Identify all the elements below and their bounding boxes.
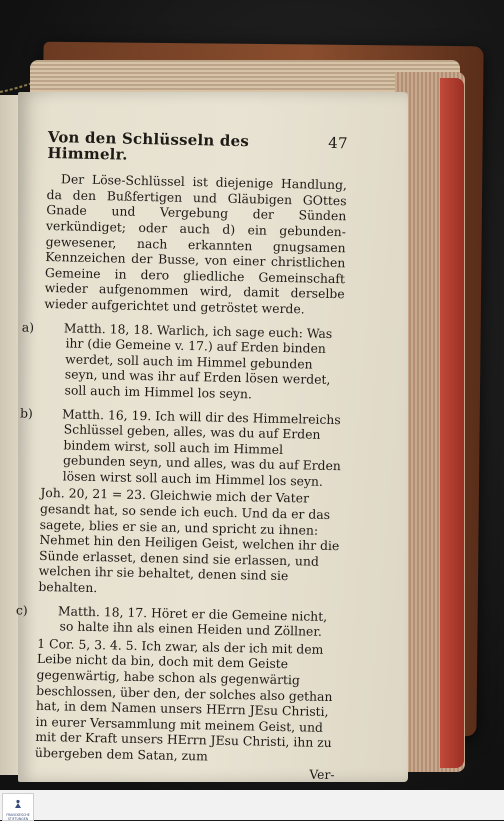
main-paragraph: Der Löse-Schlüssel ist diejenige Handlung, da den Bußfertigen und Gläubigen GOttes Gnade und Vergebung der Sünden verkündiget; oder auch d) ein gebunden-gewesener, nach erkannten gnugsamen Kennzeichen der Busse, von einer christlichen Gemeine in dero gliedliche Gemeinschaft wieder aufgenommen wird, damit derselbe wieder aufgerichtet und getröstet werde. (44, 171, 348, 317)
catchword: Ver- (309, 766, 335, 782)
institution-logo[interactable] (2, 793, 34, 821)
footnote (38, 485, 340, 600)
page-text (15, 128, 348, 782)
footnote (15, 602, 338, 640)
footnote-mark: a) (21, 319, 35, 335)
logo-line: STIFTUNGEN (7, 817, 29, 821)
footnote-text: Matth. 16, 19. Ich will dir des Himmelreichs Schlüssel geben, alles, was du auf Erden bindem wirst, soll auch im Himmel gebunden seyn, und alles, was du auf Erden lösen wirst soll auch im Himmel los seyn. (61, 405, 342, 489)
footnote-text: Joh. 20, 21 = 23. Gleichwie mich der Vater gesandt hat, so sende ich euch. Und da er das sagete, blies er sie an, und spricht zu ihnen: Nehmet hin den Heiligen Geist, welchen ihr die Sünde erlasset, denen sind sie erlassen, und welchen ihr sie behaltet, denen sind sie behalten. (38, 485, 340, 596)
footnote-text: Matth. 18, 17. Höret er die Gemeine nicht, so halte ihn als einen Heiden und Zöllner. (57, 602, 328, 640)
footnote-text: Matth. 18, 18. Warlich, ich sage euch: Was ihr (die Gemeine v. 17.) auf Erden binden werdet, soll auch im Himmel gebunden seyn, und was ihr auf Erden lösen werdet, soll auch im Himmel los seyn. (63, 319, 333, 402)
running-head: Von den Schlüsseln des Himmelr. (47, 128, 250, 164)
page-number: 47 (328, 133, 348, 153)
viewer-footer (0, 790, 504, 820)
red-edge (440, 78, 464, 768)
logo-line: FRANCKESCHE (6, 813, 30, 817)
footnote-text: 1 Cor. 5, 3. 4. 5. Ich zwar, als der ich mit dem Leibe nicht da bin, doch mit dem Geiste gegenwärtig, habe schon als gegenwärtig beschlossen, über den, der solches also gethan hat, in dem Namen unsers HErrn JEsu Christi, in eurer Versammlung mit meinem Geist, und mit der Kraft unsers HErrn JEsu Christi, ihn zu übergeben dem Satan, zum (34, 635, 333, 764)
page-header (47, 130, 348, 167)
footnote-mark: b) (19, 404, 34, 421)
footnote-mark: c) (15, 602, 28, 618)
footnote (35, 636, 338, 767)
footnote (21, 319, 344, 403)
footnote (19, 404, 343, 489)
figure-icon (13, 799, 23, 809)
